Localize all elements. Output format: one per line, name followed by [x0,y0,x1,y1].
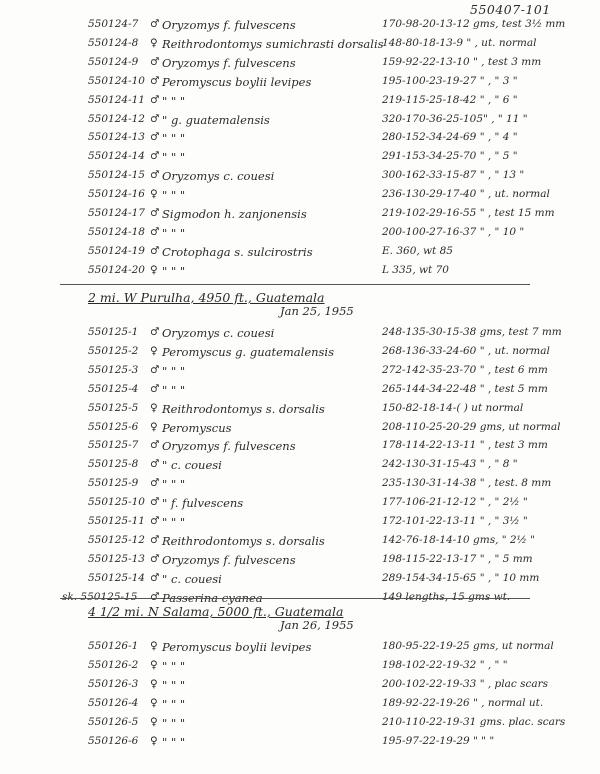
catalog-number: 550125-7 [88,439,139,452]
sex-symbol: ♂ [150,439,160,452]
catalog-number: 550126-3 [88,677,139,690]
ledger-row [0,697,600,715]
ledger-row [0,113,600,131]
measurements: 320-170-36-25-105" , " 11 " [382,112,528,125]
catalog-number: 550125-10 [88,496,145,509]
measurements: 195-100-23-19-27 " , " 3 " [382,74,518,87]
measurements: 272-142-35-23-70 " , test 6 mm [382,363,548,376]
sex-symbol: ♂ [150,55,160,68]
measurements: 170-98-20-13-12 gms, test 3½ mm [382,18,566,30]
catalog-number: 550124-11 [88,93,145,106]
sex-symbol: ♂ [150,74,160,87]
species-name: " " " [162,150,186,165]
sex-symbol: ♀ [150,36,158,49]
measurements: 195-97-22-19-29 " " " [382,734,495,747]
ledger-row [0,245,600,263]
ledger-row [0,383,600,401]
measurements: 200-100-27-16-37 " , " 10 " [382,225,525,238]
sex-symbol: ♂ [150,496,160,509]
section-location: 4 1/2 mi. N Salama, 5000 ft., Guatemala [88,604,344,619]
ledger-row [0,207,600,225]
species-name: " " " [162,131,186,146]
sex-symbol: ♂ [150,225,160,238]
measurements: 291-153-34-25-70 " , " 5 " [382,150,518,163]
sex-symbol: ♂ [150,169,160,182]
ledger-row [0,94,600,112]
ledger-row [0,678,600,696]
measurements: 242-130-31-15-43 " , " 8 " [382,458,518,471]
sex-symbol: ♀ [150,263,158,276]
catalog-number: sk. 550125-15 [62,590,138,603]
catalog-number: 550124-17 [88,207,145,219]
measurements: 142-76-18-14-10 gms, " 2½ " [382,533,535,546]
ledger-row [0,226,600,244]
measurements: 178-114-22-13-11 " , test 3 mm [382,439,548,452]
sex-symbol: ♂ [150,533,160,546]
species-name: " g. guatemalensis [162,112,270,127]
ledger-row [0,515,600,533]
measurements: 236-130-29-17-40 " , ut. normal [382,188,550,201]
sex-symbol: ♂ [150,150,160,163]
measurements: 148-80-18-13-9 " , ut. normal [382,36,537,49]
catalog-number: 550125-6 [88,420,139,433]
sex-symbol: ♀ [150,420,158,433]
ledger-row [0,18,600,36]
measurements: 180-95-22-19-25 gms, ut normal [382,640,554,652]
measurements: 280-152-34-24-69 " , " 4 " [382,131,518,144]
species-name: " " " [162,515,186,529]
ledger-row [0,402,600,420]
sex-symbol: ♀ [150,696,158,709]
measurements: 235-130-31-14-38 " , test. 8 mm [382,477,552,490]
measurements: 210-110-22-19-31 gms. plac. scars [382,715,566,728]
species-name: " " " [162,677,186,692]
section-date: Jan 26, 1955 [280,618,354,632]
sex-symbol: ♀ [150,188,158,201]
catalog-number: 550124-12 [88,112,145,125]
sex-symbol: ♂ [150,326,160,338]
ledger-row [0,534,600,552]
catalog-number: 550126-6 [88,734,139,747]
measurements: 150-82-18-14-( ) ut normal [382,401,524,414]
catalog-number: 550124-19 [88,244,145,257]
ledger-row [0,640,600,658]
species-name: Passerina cyanea [162,590,263,605]
species-name: Reithrodontomys sumichrasti dorsalis [162,36,384,51]
catalog-number: 550125-13 [88,552,145,565]
catalog-number: 550126-1 [88,640,139,652]
catalog-number: 550125-9 [88,477,139,490]
catalog-number: 550125-5 [88,401,139,414]
species-name: Oryzomys c. couesi [162,169,275,184]
species-name: Peromyscus boylii levipes [162,74,312,89]
catalog-number: 550125-2 [88,344,139,357]
catalog-number: 550126-4 [88,696,139,709]
catalog-number: 550126-5 [88,715,139,728]
species-name: Oryzomys f. fulvescens [162,55,296,70]
ledger-row [0,131,600,149]
measurements: 208-110-25-20-29 gms, ut normal [382,420,561,433]
ledger-row [0,326,600,344]
ledger-row [0,56,600,74]
catalog-number: 550124-13 [88,131,145,144]
sex-symbol: ♂ [150,477,160,490]
measurements: 268-136-33-24-60 " , ut. normal [382,344,550,357]
ledger-row [0,735,600,753]
ledger-row [0,659,600,677]
species-name: Peromyscus [162,420,232,435]
sex-symbol: ♂ [150,458,160,471]
ledger-row [0,421,600,439]
page-number: 550407-101 [470,2,551,17]
sex-symbol: ♂ [150,207,160,219]
sex-symbol: ♂ [150,515,160,527]
sex-symbol: ♂ [150,93,160,106]
ledger-row [0,37,600,55]
catalog-number: 550124-15 [88,169,145,182]
species-name: Oryzomys f. fulvescens [162,18,296,32]
sex-symbol: ♂ [150,382,160,395]
measurements: 219-102-29-16-55 " , test 15 mm [382,207,555,219]
section-location: 2 mi. W Purulha, 4950 ft., Guatemala [88,290,325,305]
measurements: 200-102-22-19-33 " , plac scars [382,677,549,690]
catalog-number: 550124-20 [88,263,145,276]
sex-symbol: ♂ [150,571,160,584]
species-name: " " " [162,382,186,397]
catalog-number: 550124-10 [88,74,145,87]
ledger-row [0,150,600,168]
sex-symbol: ♀ [150,677,158,690]
catalog-number: 550125-14 [88,571,145,584]
catalog-number: 550126-2 [88,658,139,671]
measurements: 159-92-22-13-10 " , test 3 mm [382,55,542,68]
sex-symbol: ♀ [150,640,158,652]
section-divider [60,598,530,599]
ledger-row [0,496,600,514]
sex-symbol: ♀ [150,344,158,357]
measurements: 219-115-25-18-42 " , " 6 " [382,93,518,106]
species-name: " " " [162,263,186,278]
catalog-number: 550124-14 [88,150,145,163]
species-name: Crotophaga s. sulcirostris [162,244,313,259]
species-name: " " " [162,696,186,711]
catalog-number: 550125-8 [88,458,139,471]
catalog-number: 550124-9 [88,55,139,68]
measurements: 177-106-21-12-12 " , " 2½ " [382,496,528,509]
ledger-row [0,716,600,734]
species-name: " " " [162,188,186,203]
species-name: Oryzomys c. couesi [162,326,275,340]
species-name: " " " [162,715,186,730]
species-name: " " " [162,225,186,240]
ledger-row [0,364,600,382]
catalog-number: 550125-3 [88,363,139,376]
sex-symbol: ♂ [150,590,160,603]
ledger-row [0,345,600,363]
species-name: " " " [162,658,186,673]
species-name: " " " [162,363,186,378]
sex-symbol: ♀ [150,715,158,728]
species-name: " " " [162,477,186,492]
ledger-row [0,75,600,93]
ledger-row [0,439,600,457]
catalog-number: 550124-7 [88,18,139,30]
measurements: 198-115-22-13-17 " , " 5 mm [382,552,533,565]
section-date: Jan 25, 1955 [280,304,354,318]
measurements: 300-162-33-15-87 " , " 13 " [382,169,525,182]
species-name: Oryzomys f. fulvescens [162,439,296,454]
measurements: 198-102-22-19-32 " , " " [382,658,508,671]
species-name: Peromyscus boylii levipes [162,640,312,654]
catalog-number: 550124-8 [88,36,139,49]
measurements: 265-144-34-22-48 " , test 5 mm [382,382,548,395]
measurements: 172-101-22-13-11 " , " 3½ " [382,515,528,527]
ledger-row [0,477,600,495]
ledger-row [0,553,600,571]
species-name: " f. fulvescens [162,496,244,511]
ledger-row [0,188,600,206]
measurements: 149 lengths, 15 gms wt. [382,590,511,603]
species-name: " c. couesi [162,571,222,586]
ledger-row [0,169,600,187]
catalog-number: 550125-1 [88,326,139,338]
sex-symbol: ♂ [150,244,160,257]
sex-symbol: ♀ [150,734,158,747]
measurements: E. 360, wt 85 [382,244,453,257]
ledger-row [0,264,600,282]
section-divider [60,284,530,285]
measurements: 189-92-22-19-26 " , normal ut. [382,696,544,709]
catalog-number: 550125-12 [88,533,145,546]
measurements: 289-154-34-15-65 " , " 10 mm [382,571,540,584]
species-name: Peromyscus g. guatemalensis [162,344,335,359]
sex-symbol: ♀ [150,401,158,414]
sex-symbol: ♂ [150,112,160,125]
species-name: Reithrodontomys s. dorsalis [162,401,325,416]
sex-symbol: ♀ [150,658,158,671]
ledger-row [0,458,600,476]
sex-symbol: ♂ [150,363,160,376]
measurements: 248-135-30-15-38 gms, test 7 mm [382,326,562,338]
ledger-row [0,572,600,590]
species-name: Reithrodontomys s. dorsalis [162,533,325,548]
species-name: " " " [162,734,186,749]
catalog-number: 550124-18 [88,225,145,238]
sex-symbol: ♂ [150,131,160,144]
catalog-number: 550125-11 [88,515,145,527]
catalog-number: 550124-16 [88,188,145,201]
catalog-number: 550125-4 [88,382,139,395]
measurements: L 335, wt 70 [382,263,449,276]
species-name: Oryzomys f. fulvescens [162,552,296,567]
species-name: Sigmodon h. zanjonensis [162,207,307,221]
species-name: " " " [162,93,186,108]
species-name: " c. couesi [162,458,222,473]
sex-symbol: ♂ [150,18,160,30]
sex-symbol: ♂ [150,552,160,565]
